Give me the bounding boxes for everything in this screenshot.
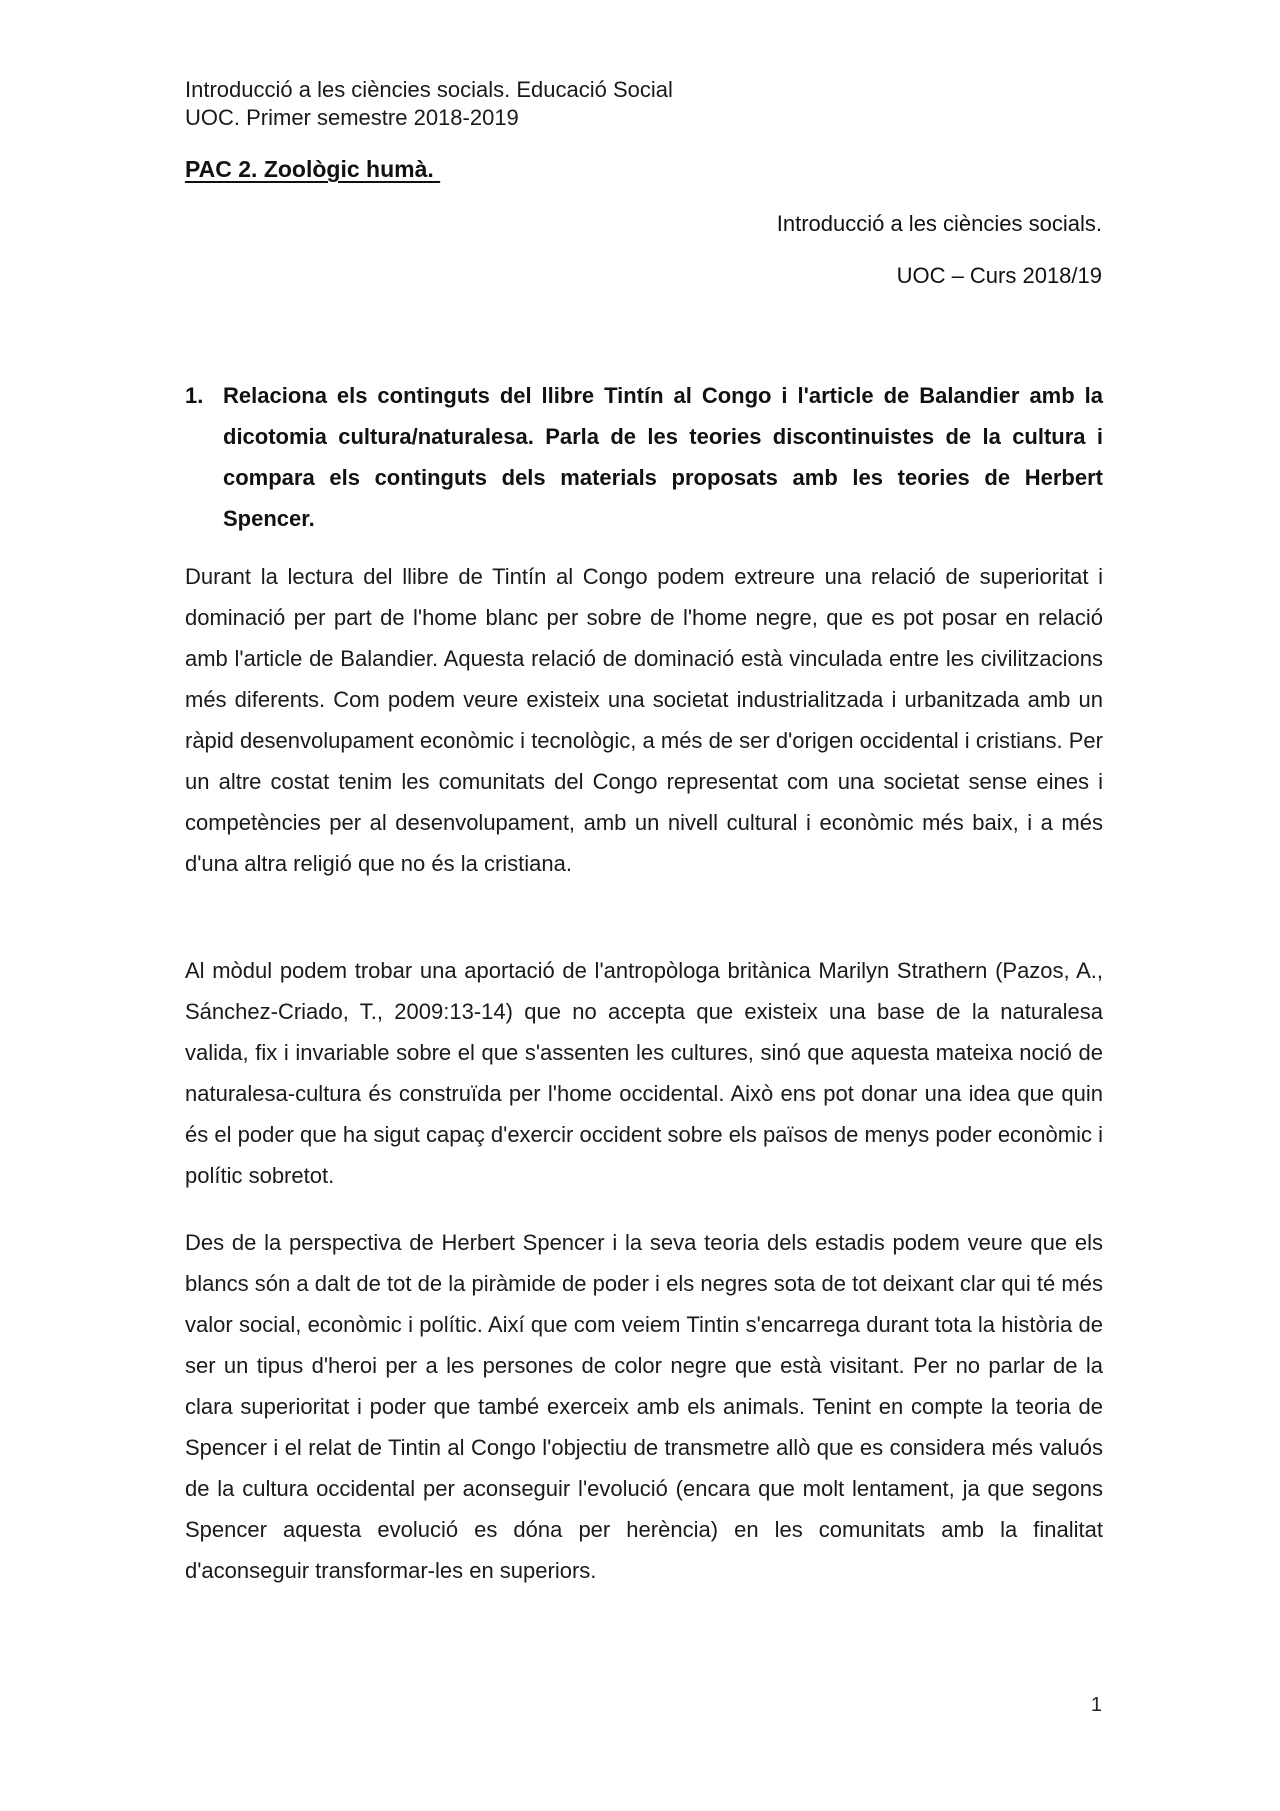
paragraph-3: Des de la perspectiva de Herbert Spencer i la seva teoria dels estadis podem veure que els blancs són a dalt de tot de la piràmide de poder i els negres sota de tot deixant clar qui té més valor social, econòmic i polític. Així que com veiem Tintin s'encarrega durant tota la història de ser un tipus d'heroi per a les persones de color negre que està visitant. Per no parlar de la clara superioritat i poder que també exerceix amb els animals. Tenint en compte la teoria de Spencer i el relat de Tintin al Congo l'objectiu de transmetre allò que es considera més valuós de la cultura occidental per aconseguir l'evolució (encara que molt lentament, ja que segons Spencer aquesta evolució es dóna per herència) en les comunitats amb la finalitat d'aconseguir transformar-les en superiors. bbox=[185, 1230, 1103, 1583]
question-block bbox=[185, 375, 1103, 539]
document-title: PAC 2. Zoològic humà. bbox=[185, 156, 441, 182]
header-semester-line: UOC. Primer semestre 2018-2019 bbox=[185, 105, 519, 130]
paragraph-1: Durant la lectura del llibre de Tintín al Congo podem extreure una relació de superioritat i dominació per part de l'home blanc per sobre de l'home negre, que es pot posar en relació amb l'article de Balandier. Aquesta relació de dominació està vinculada entre les civilitzacions més diferents. Com podem veure existeix una societat industrialitzada i urbanitzada amb un ràpid desenvolupament econòmic i tecnològic, a més de ser d'origen occidental i cristians. Per un altre costat tenim les comunitats del Congo representat com una societat sense eines i competències per al desenvolupament, amb un nivell cultural i econòmic més baix, i a més d'una altra religió que no és la cristiana. bbox=[185, 564, 1103, 876]
subheader-course: Introducció a les ciències socials. bbox=[776, 211, 1102, 236]
subheader-term: UOC – Curs 2018/19 bbox=[896, 263, 1102, 288]
paragraph-2: Al mòdul podem trobar una aportació de l'antropòloga britànica Marilyn Strathern (Pazos, A., Sánchez-Criado, T., 2009:13-14) que no accepta que existeix una base de la naturalesa valida, fix i invariable sobre el que s'assenten les cultures, sinó que aquesta mateixa noció de naturalesa-cultura és construïda per l'home occidental. Això ens pot donar una idea que quin és el poder que ha sigut capaç d'exercir occident sobre els països de menys poder econòmic i polític sobretot. bbox=[185, 958, 1103, 1188]
question-number: 1. bbox=[185, 383, 204, 408]
header-course-line: Introducció a les ciències socials. Educació Social bbox=[185, 77, 673, 102]
question-text: Relaciona els continguts del llibre Tintín al Congo i l'article de Balandier amb la dicotomia cultura/naturalesa. Parla de les teories discontinuistes de la cultura i compara els continguts dels materials proposats amb les teories de Herbert Spencer. bbox=[223, 383, 1103, 531]
page-number: 1 bbox=[1090, 1694, 1102, 1716]
